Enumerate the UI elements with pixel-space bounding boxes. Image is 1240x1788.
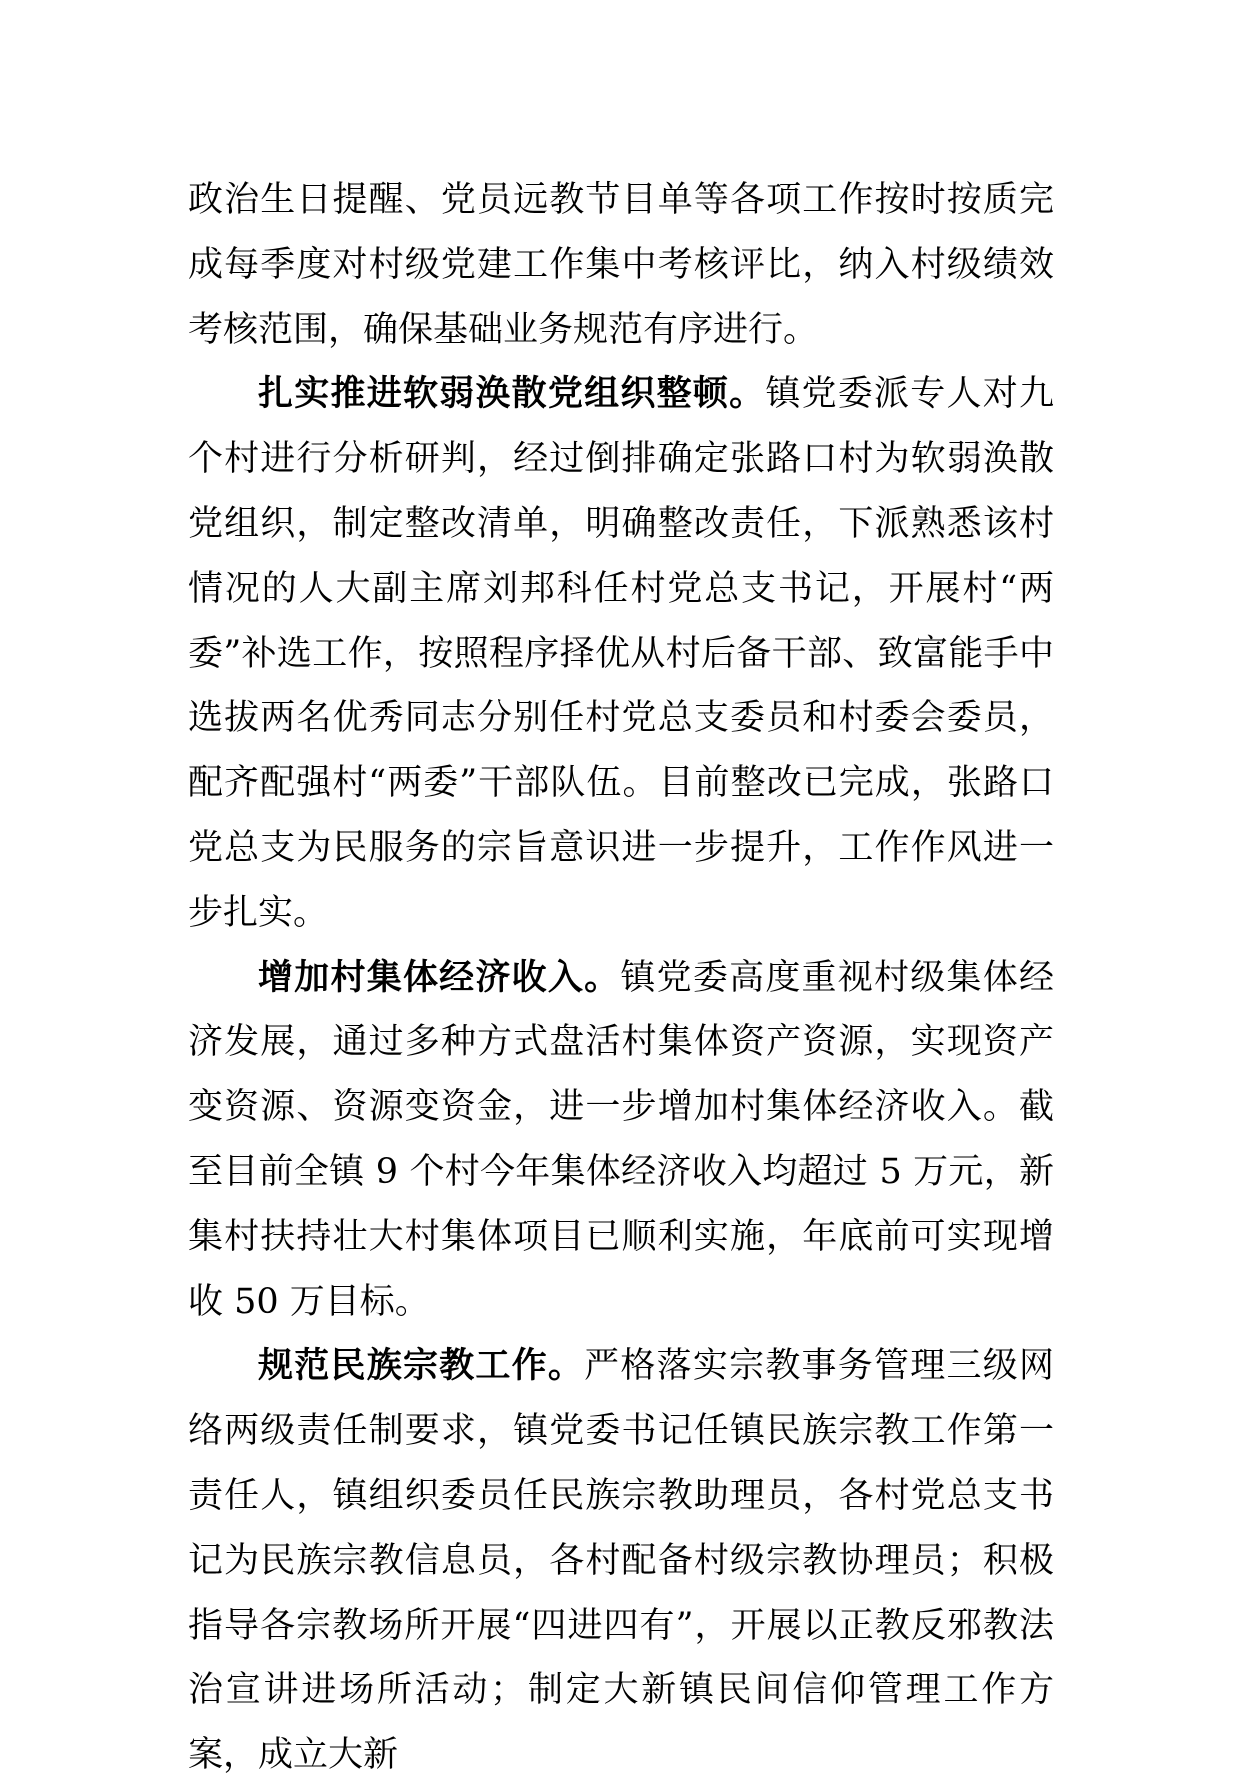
paragraph-party-organization-rectification [188, 362, 1054, 945]
document-body [188, 168, 1054, 1788]
paragraph-continuation [188, 168, 1054, 362]
paragraph-text: 政治生日提醒、党员远教节目单等各项工作按时按质完成每季度对村级党建工作集中考核评比，纳入村级绩效考核范围，确保基础业务规范有序进行。 [188, 180, 1054, 350]
paragraph-heading: 增加村集体经济收入。 [258, 957, 621, 998]
paragraph-text: 镇党委派专人对九个村进行分析研判，经过倒排确定张路口村为软弱涣散党组织，制定整改清单，明确整改责任，下派熟悉该村情况的人大副主席刘邦科任村党总支书记，开展村“两委”补选工作，按照程序择优从村后备干部、致富能手中选拔两名优秀同志分别任村党总支委员和村委会委员，配齐配强村“两委”干部队伍。目前整改已完成，张路口党总支为民服务的宗旨意识进一步提升，工作作风进一步扎实。 [188, 374, 1054, 933]
paragraph-text: 严格落实宗教事务管理三级网络两级责任制要求，镇党委书记任镇民族宗教工作第一责任人，镇组织委员任民族宗教助理员，各村党总支书记为民族宗教信息员，各村配备村级宗教协理员；积极指导各宗教场所开展“四进四有”，开展以正教反邪教法治宣讲进场所活动；制定大新镇民间信仰管理工作方案，成立大新 [188, 1346, 1054, 1776]
paragraph-collective-economy [188, 946, 1054, 1335]
paragraph-text: 镇党委高度重视村级集体经济发展，通过多种方式盘活村集体资产资源，实现资产变资源、资源变资金，进一步增加村集体经济收入。截至目前全镇 9 个村今年集体经济收入均超过 5 万元，新集村扶持壮大村集体项目已顺利实施，年底前可实现增收 50 万目标。 [188, 957, 1054, 1322]
paragraph-religious-affairs [188, 1334, 1054, 1788]
paragraph-heading: 扎实推进软弱涣散党组织整顿。 [258, 374, 766, 415]
paragraph-heading: 规范民族宗教工作。 [258, 1346, 585, 1387]
